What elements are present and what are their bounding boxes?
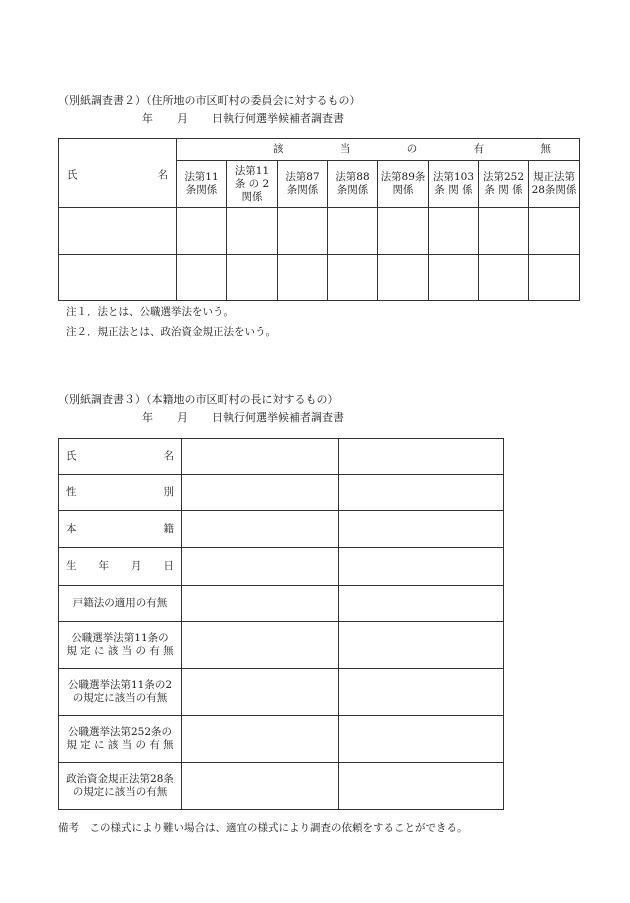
subtitle-title: 日執行何選挙候補者調査書 [212,411,344,424]
col-header-kiseiho28: 規正法第 28条関係 [529,161,580,208]
section2-heading: （別紙調査書３）（本籍地の市区町村の長に対するもの） [58,393,339,406]
table-row [59,208,580,255]
footer-note: 備考 この様式により難い場合は、適宜の様式により調査の依頼をすることができる。 [58,822,468,834]
subtitle-month: 月 [177,112,188,125]
table-row [59,669,504,716]
table-row [59,511,504,548]
section1-table [58,138,580,301]
table-row [59,475,504,511]
table-row [59,586,504,622]
entry-cell[interactable] [378,255,429,301]
col-header-law252: 法第252 条 関 係 [479,161,529,208]
group-header-cell [177,139,580,161]
name-label-right: 名 [157,169,168,181]
table-row [59,763,504,810]
subtitle-year: 年 [142,112,153,125]
section2-table [58,438,504,810]
row-label-gender: 性 別 [59,475,182,511]
row-label-domicile: 本 籍 [59,511,182,548]
entry-cell[interactable] [182,763,339,810]
col-header-law11: 法第11 条関係 [177,161,227,208]
entry-cell[interactable] [339,511,504,548]
entry-cell[interactable] [429,255,479,301]
entry-cell[interactable] [339,763,504,810]
col-header-law87: 法第87 条関係 [278,161,328,208]
entry-cell[interactable] [339,669,504,716]
subtitle-title: 日執行何選挙候補者調査書 [212,112,344,125]
entry-cell[interactable] [278,255,328,301]
row-label-law252: 公職選挙法第252条の 規 定 に 該 当 の 有 無 [59,716,182,763]
note-2: 注２．規正法とは、政治資金規正法をいう。 [66,326,276,338]
entry-cell[interactable] [339,586,504,622]
entry-cell[interactable] [339,475,504,511]
entry-cell[interactable] [182,716,339,763]
col-header-law103: 法第103 条 関 係 [429,161,479,208]
entry-cell[interactable] [182,586,339,622]
row-label-law11-2: 公職選挙法第11条の2 の規定に該当の有無 [59,669,182,716]
table-row [59,622,504,669]
group-header-char: 当 [339,143,351,155]
entry-cell[interactable] [339,716,504,763]
col-header-law11-2: 法第11 条 の 2 関係 [227,161,278,208]
group-header-char: 無 [540,143,551,155]
entry-cell[interactable] [479,255,529,301]
group-header-char: の [406,143,418,155]
row-label-name: 氏 名 [59,439,182,475]
entry-cell[interactable] [182,475,339,511]
section2-subtitle [142,409,344,425]
entry-cell[interactable] [227,255,278,301]
subtitle-year: 年 [142,411,153,424]
entry-cell[interactable] [529,208,580,255]
row-label-birthdate: 生 年 月 日 [59,548,182,586]
entry-cell[interactable] [328,255,378,301]
subtitle-month: 月 [177,411,188,424]
table-row [59,548,504,586]
row-label-law11: 公職選挙法第11条の 規 定 に 該 当 の 有 無 [59,622,182,669]
table-row [59,439,504,475]
section1-subtitle [142,110,344,126]
entry-cell[interactable] [227,208,278,255]
entry-cell[interactable] [328,208,378,255]
entry-cell[interactable] [378,208,429,255]
entry-cell[interactable] [339,622,504,669]
entry-cell[interactable] [182,511,339,548]
row-label-koseki: 戸籍法の適用の有無 [59,586,182,622]
table-row [59,716,504,763]
entry-cell[interactable] [278,208,328,255]
col-header-law89: 法第89条 関係 [378,161,429,208]
entry-cell[interactable] [59,208,177,255]
entry-cell[interactable] [529,255,580,301]
col-header-law88: 法第88 条関係 [328,161,378,208]
entry-cell[interactable] [177,208,227,255]
entry-cell[interactable] [339,439,504,475]
entry-cell[interactable] [479,208,529,255]
note-1: 注１．法とは、公職選挙法をいう。 [66,306,234,318]
name-header-cell [59,139,177,208]
entry-cell[interactable] [182,622,339,669]
group-header-char: 有 [473,143,485,155]
name-label-left: 氏 [67,169,78,181]
entry-cell[interactable] [182,669,339,716]
entry-cell[interactable] [339,548,504,586]
entry-cell[interactable] [182,439,339,475]
section1-heading: （別紙調査書２）（住所地の市区町村の委員会に対するもの） [58,94,361,107]
group-header-char: 該 [273,143,284,155]
entry-cell[interactable] [177,255,227,301]
table-row [59,255,580,301]
entry-cell[interactable] [59,255,177,301]
entry-cell[interactable] [182,548,339,586]
entry-cell[interactable] [429,208,479,255]
row-label-kiseiho28: 政治資金規正法第28条 の規定に該当の有無 [59,763,182,810]
